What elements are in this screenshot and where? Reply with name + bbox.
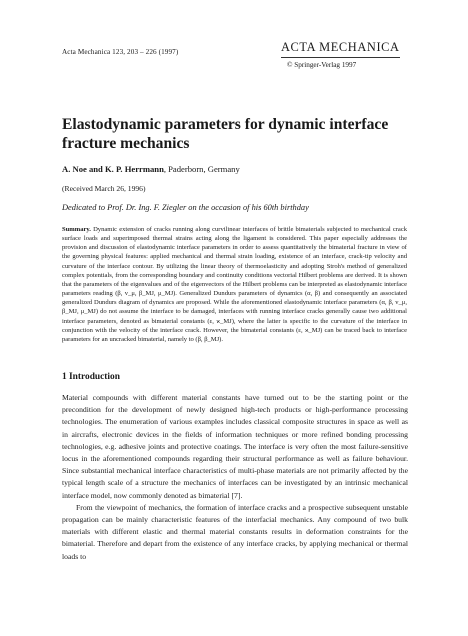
body-paragraph: Material compounds with different material constants have turned out to be the starting point or the precondition for the development of newly designed high-tech products or high-performance processing technologies. The enumeration of various examples includes classical composite structures in space as well as in aircrafts, electronic devices in the fields of information techniques or more refined bonding processing technologies, e.g. adhesive joints and protective coatings. The interface is very often the most failure-sensitive locus in the aforementioned compounds regarding their structural performance as well as failure behaviour. Since substantial mechanical interface characteristics of multi-phase materials are not primarily affected by the typical length scale of a structure the mechanics of interfaces can be investigated by an intrinsic mechanical interface model, now commonly denoted as bimaterial [7].: [62, 393, 408, 500]
dedication: Dedicated to Prof. Dr. Ing. F. Ziegler on the occasion of his 60th birthday: [62, 203, 309, 212]
author-names: A. Noe and K. P. Herrmann: [62, 164, 164, 174]
section-body: [62, 392, 408, 563]
journal-header: [281, 38, 411, 69]
article-title: Elastodynamic parameters for dynamic interface fracture mechanics: [62, 116, 389, 152]
abstract: [62, 225, 407, 344]
body-paragraph: From the viewpoint of mechanics, the formation of interface cracks and a prospective subsequent unstable propagation can be mainly characteristic features of the interfacial mechanics. Any compound of two bulk materials with different elastic and thermal material constants results in deformation constraints for the bimaterial. Therefore and depart from the existence of any interface cracks, by applying mechanical or thermal loads to: [62, 502, 408, 561]
section-heading: 1 Introduction: [62, 372, 120, 382]
journal-citation: Acta Mechanica 123, 203 – 226 (1997): [62, 48, 179, 56]
abstract-label: Summary.: [62, 226, 91, 233]
author-line: [62, 164, 240, 174]
author-affiliation: , Paderborn, Germany: [163, 164, 240, 174]
journal-name: ACTA MECHANICA: [281, 40, 400, 58]
abstract-text: Dynamic extension of cracks running along curvilinear interfaces of brittle bimaterials subjected to mechanical crack surface loads and superimposed thermal strains acting along the ligament is considered. This paper especially addresses the provision and discussion of elastodynamic interface parameters in order to assess quantitatively the bimaterial fracture in view of the governing physical features: applied mechanical and thermal strain loading, existence of an interface, crack-tip velocity and curvature of the interface contour. By utilizing the linear theory of thermoelasticity and adopting Stroh's method of generalized complex potentials, from the corresponding boundary and continuity conditions vectorial Hilbert problems are derived. It is shown that the parameters of the eigenvalues and of the eigenvectors of the Hilbert problems can be interpreted as elastodynamic interface parameters reading (β, v_μ, β_MJ, μ_MJ). Generalized Dundurs parameters of dynamics (α, β) and consequently an associated generalized Dundurs diagram of dynamics are proposed. While the aforementioned elastodynamic interface parameters (α, β, v_μ, β_MJ, μ_MJ) do not assume the interface to be damaged, interfaces with running interface cracks generally cause two additional interface parameters, denoted as bimaterial constants (ε, ϰ_MJ), where the latter is specific to the curvature of the interface in conjunction with the velocity of the interface crack. However, the bimaterial constants (ε, ϰ_MJ) can be traced back to interface parameters for an uncracked bimaterial, namely to (β, β_MJ).: [62, 226, 408, 343]
copyright-notice: © Springer-Verlag 1997: [287, 61, 357, 69]
received-date: (Received March 26, 1996): [62, 184, 146, 193]
